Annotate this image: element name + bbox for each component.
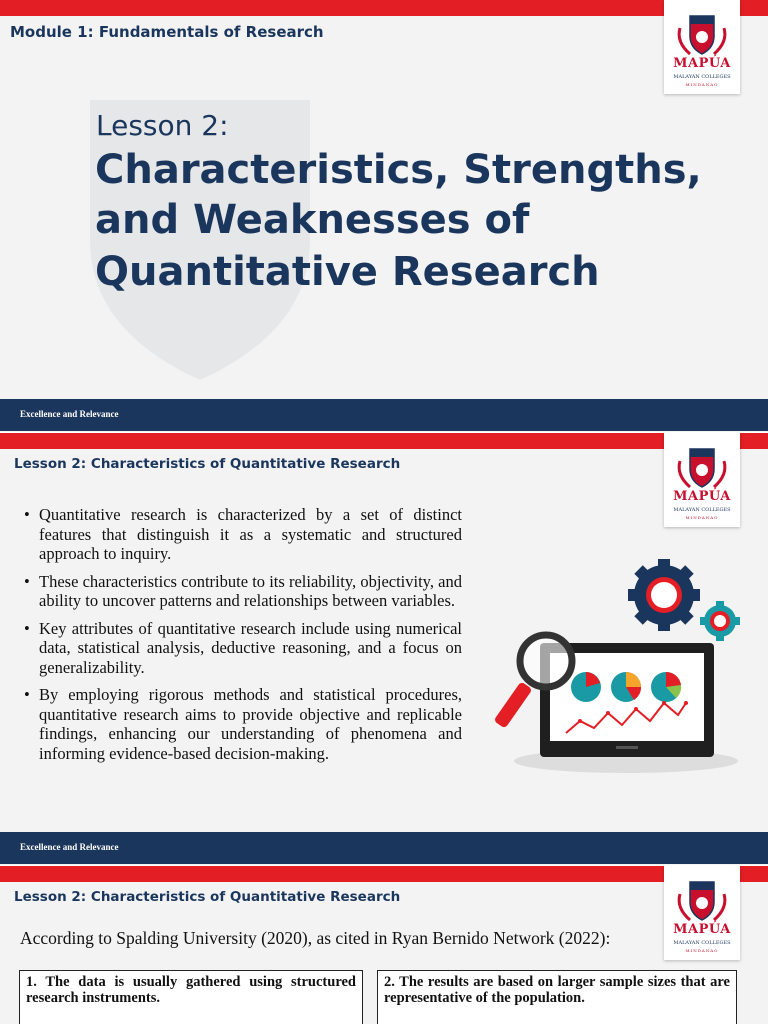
bullet-item: • By employing rigorous methods and statistical procedures, quantitative research aims to provide objective and replicable findings, enhancing our understanding of phenomena and informing evidence-based decision-making. — [22, 685, 462, 763]
lesson-label: Lesson 2: — [96, 109, 229, 142]
mapua-logo — [664, 866, 740, 960]
large-gear-icon — [628, 559, 700, 631]
lesson-title-line-1: Characteristics, Strengths, — [95, 147, 702, 193]
analytics-illustration — [488, 553, 748, 783]
logo-location: MINDANAO — [685, 515, 719, 520]
bullet-item: • Key attributes of quantitative research include using numerical data, statistical analysis, deductive reasoning, and a focus on generalizability. — [22, 619, 462, 678]
top-red-bar — [0, 433, 768, 449]
footer-bar — [0, 832, 768, 864]
top-red-bar — [0, 866, 768, 882]
slide-header: Lesson 2: Characteristics of Quantitative Research — [14, 456, 401, 472]
lesson-title-line-3: Quantitative Research — [95, 249, 600, 295]
logo-brand: MAPÚA — [673, 56, 731, 71]
characteristic-box-1: 1. The data is usually gathered using structured research instruments. — [19, 970, 363, 1024]
logo-subtitle: MALAYAN COLLEGES — [673, 74, 731, 80]
logo-location: MINDANAO — [685, 948, 719, 953]
characteristic-box-2: 2. The results are based on larger sample sizes that are representative of the population. — [377, 970, 737, 1024]
bullet-list — [22, 505, 462, 771]
crest-icon — [674, 447, 730, 491]
bullet-item: • These characteristics contribute to its reliability, objectivity, and ability to uncover patterns and relationships between variables. — [22, 572, 462, 611]
footer-motto: Excellence and Relevance — [20, 842, 119, 852]
slide-characteristics-list — [0, 866, 768, 1024]
top-red-bar — [0, 0, 768, 16]
footer-motto: Excellence and Relevance — [20, 409, 119, 419]
logo-brand: MAPÚA — [673, 922, 731, 937]
slide-characteristics — [0, 433, 768, 865]
mapua-logo — [664, 433, 740, 527]
logo-brand: MAPÚA — [673, 489, 731, 504]
module-title: Module 1: Fundamentals of Research — [10, 23, 324, 41]
intro-text: According to Spalding University (2020), as cited in Ryan Bernido Network (2022): — [20, 928, 611, 948]
small-gear-icon — [700, 601, 740, 641]
crest-icon — [674, 14, 730, 58]
bullet-item: • Quantitative research is characterized by a set of distinct features that distinguish it as a systematic and structured approach to inquiry. — [22, 505, 462, 564]
slide-title — [0, 0, 768, 432]
lesson-title-line-2: and Weaknesses of — [95, 197, 530, 243]
logo-location: MINDANAO — [685, 82, 719, 87]
crest-icon — [674, 880, 730, 924]
logo-subtitle: MALAYAN COLLEGES — [673, 940, 731, 946]
logo-subtitle: MALAYAN COLLEGES — [673, 507, 731, 513]
mapua-logo — [664, 0, 740, 94]
slide-header: Lesson 2: Characteristics of Quantitative Research — [14, 889, 401, 905]
footer-bar — [0, 399, 768, 431]
